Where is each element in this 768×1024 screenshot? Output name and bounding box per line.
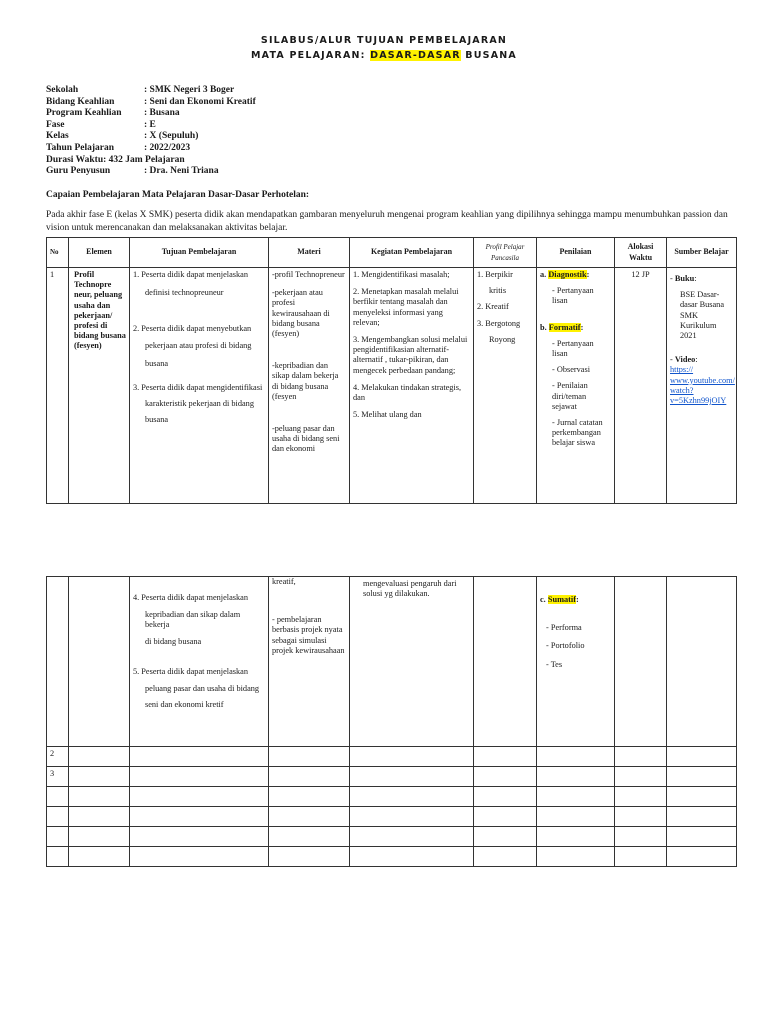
cell-alokasi: 12 JP <box>615 268 667 504</box>
header-penilaian: Penilaian <box>537 238 615 268</box>
header-profil: Profil Pelajar Pancasila <box>474 238 537 268</box>
document-title: SILABUS/ALUR TUJUAN PEMBELAJARAN <box>260 35 508 46</box>
cell-penilaian: a. Diagnostik: - Pertanyaan lisan b. Formatif: - Pertanyaan lisan - Observasi - Penilaian diri/teman sejawat - Jurnal catatan perkembangan belajar siswa <box>537 268 615 504</box>
cell-tujuan: 4. Peserta didik dapat menjelaskan kepribadian dan sikap dalam bekerja di bidang busana 5. Peserta didik dapat menjelaskan peluang pasar dan usaha di bidang seni dan ekonomi kretif <box>130 577 269 747</box>
header-sumber: Sumber Belajar <box>667 238 737 268</box>
cell-sumber: - Buku: BSE Dasar-dasar Busana SMK Kurikulum 2021 - Video: https:// www.youtube.com/ watch? v=5Kzhn99jOIY <box>667 268 737 504</box>
cell-materi: -profil Technopreneur -pekerjaan atau profesi kewirausahaan di bidang busana (fesyen) -kepribadian dan sikap dalam bekerja di bidang busana (fesyen -peluang pasar dan usaha di bidang seni dan ekonomi <box>269 268 350 504</box>
info-row: Bidang Keahlian : Seni dan Ekonomi Kreatif <box>46 96 256 107</box>
table-row <box>47 767 737 787</box>
table-row <box>47 807 737 827</box>
identity-block <box>46 85 256 178</box>
subtitle-suffix: BUSANA <box>460 50 517 61</box>
header-materi: Materi <box>269 238 350 268</box>
subtitle-highlight: DASAR-DASAR <box>370 50 461 61</box>
info-row: Guru Penyusun : Dra. Neni Triana <box>46 166 219 177</box>
syllabus-table-continued <box>46 576 737 867</box>
header-no: No <box>47 238 69 268</box>
cell-profil: 1. Berpikir kritis 2. Kreatif 3. Bergotong Royong <box>474 268 537 504</box>
video-link[interactable]: https:// www.youtube.com/ watch? v=5Kzhn99jOIY <box>670 365 735 406</box>
table-row <box>47 577 737 747</box>
table-row <box>47 787 737 807</box>
cell-penilaian: c. Sumatif: - Performa - Portofolio - Tes <box>537 577 615 747</box>
info-row: Sekolah : SMK Negeri 3 Boger <box>46 85 235 95</box>
cell-no: 2 <box>47 747 69 767</box>
header-tujuan: Tujuan Pembelajaran <box>130 238 269 268</box>
header-alokasi: Alokasi Waktu <box>615 238 667 268</box>
info-row: Fase : E <box>46 119 156 130</box>
cell-no: 3 <box>47 767 69 787</box>
info-row: Durasi Waktu : 432 Jam Pelajaran <box>46 154 185 165</box>
header-elemen: Elemen <box>69 238 130 268</box>
info-row: Program Keahlian : Busana <box>46 108 180 119</box>
cell-materi: kreatif, - pembelajaran berbasis projek nyata sebagai simulasi projek kewirausahaan <box>269 577 350 747</box>
cell-tujuan: 1. Peserta didik dapat menjelaskan definisi technopreuneur 2. Peserta didik dapat menyebutkan pekerjaan atau profesi di bidang busana 3. Peserta didik dapat mengidentifikasi karakteristik pekerjaan di bidang busana <box>130 268 269 504</box>
info-row: Kelas : X (Sepuluh) <box>46 131 199 142</box>
info-row: Tahun Pelajaran : 2022/2023 <box>46 142 191 153</box>
cell-kegiatan: 1. Mengidentifikasi masalah; 2. Menetapkan masalah melalui berfikir tentang masalah dan menyeleksi informasi yang relevan; 3. Mengembangkan solusi melalui pengidentifikasian alternatif-alternatif , tukar-pikiran, dan mengecek perbedaan pandang; 4. Melakukan tindakan strategis, dan 5. Melihat ulang dan <box>350 268 474 504</box>
document-subtitle <box>0 50 768 61</box>
cp-heading: Capaian Pembelajaran Mata Pelajaran Dasar-Dasar Perhotelan: <box>46 190 310 200</box>
header-kegiatan: Kegiatan Pembelajaran <box>350 238 474 268</box>
table-header-row <box>47 238 737 268</box>
table-row <box>47 827 737 847</box>
cp-paragraph: Pada akhir fase E (kelas X SMK) peserta didik akan mendapatkan gambaran menyeluruh mengenai program keahlian yang dipilihnya sehingga mampu menumbuhkan passion dan vision untuk merencanakan dan melaksanakan aktivitas belajar. <box>46 210 728 233</box>
subtitle-prefix: MATA PELAJARAN: <box>251 50 371 61</box>
cell-kegiatan: mengevaluasi pengaruh dari solusi yg dilakukan. <box>350 577 474 747</box>
cell-no: 1 <box>47 268 69 504</box>
table-row <box>47 268 737 504</box>
table-row <box>47 747 737 767</box>
table-row <box>47 847 737 867</box>
syllabus-table <box>46 237 737 504</box>
cell-elemen: Profil Technopre neur, peluang usaha dan pekerjaan/ profesi di bidang busana (fesyen) <box>69 268 130 504</box>
